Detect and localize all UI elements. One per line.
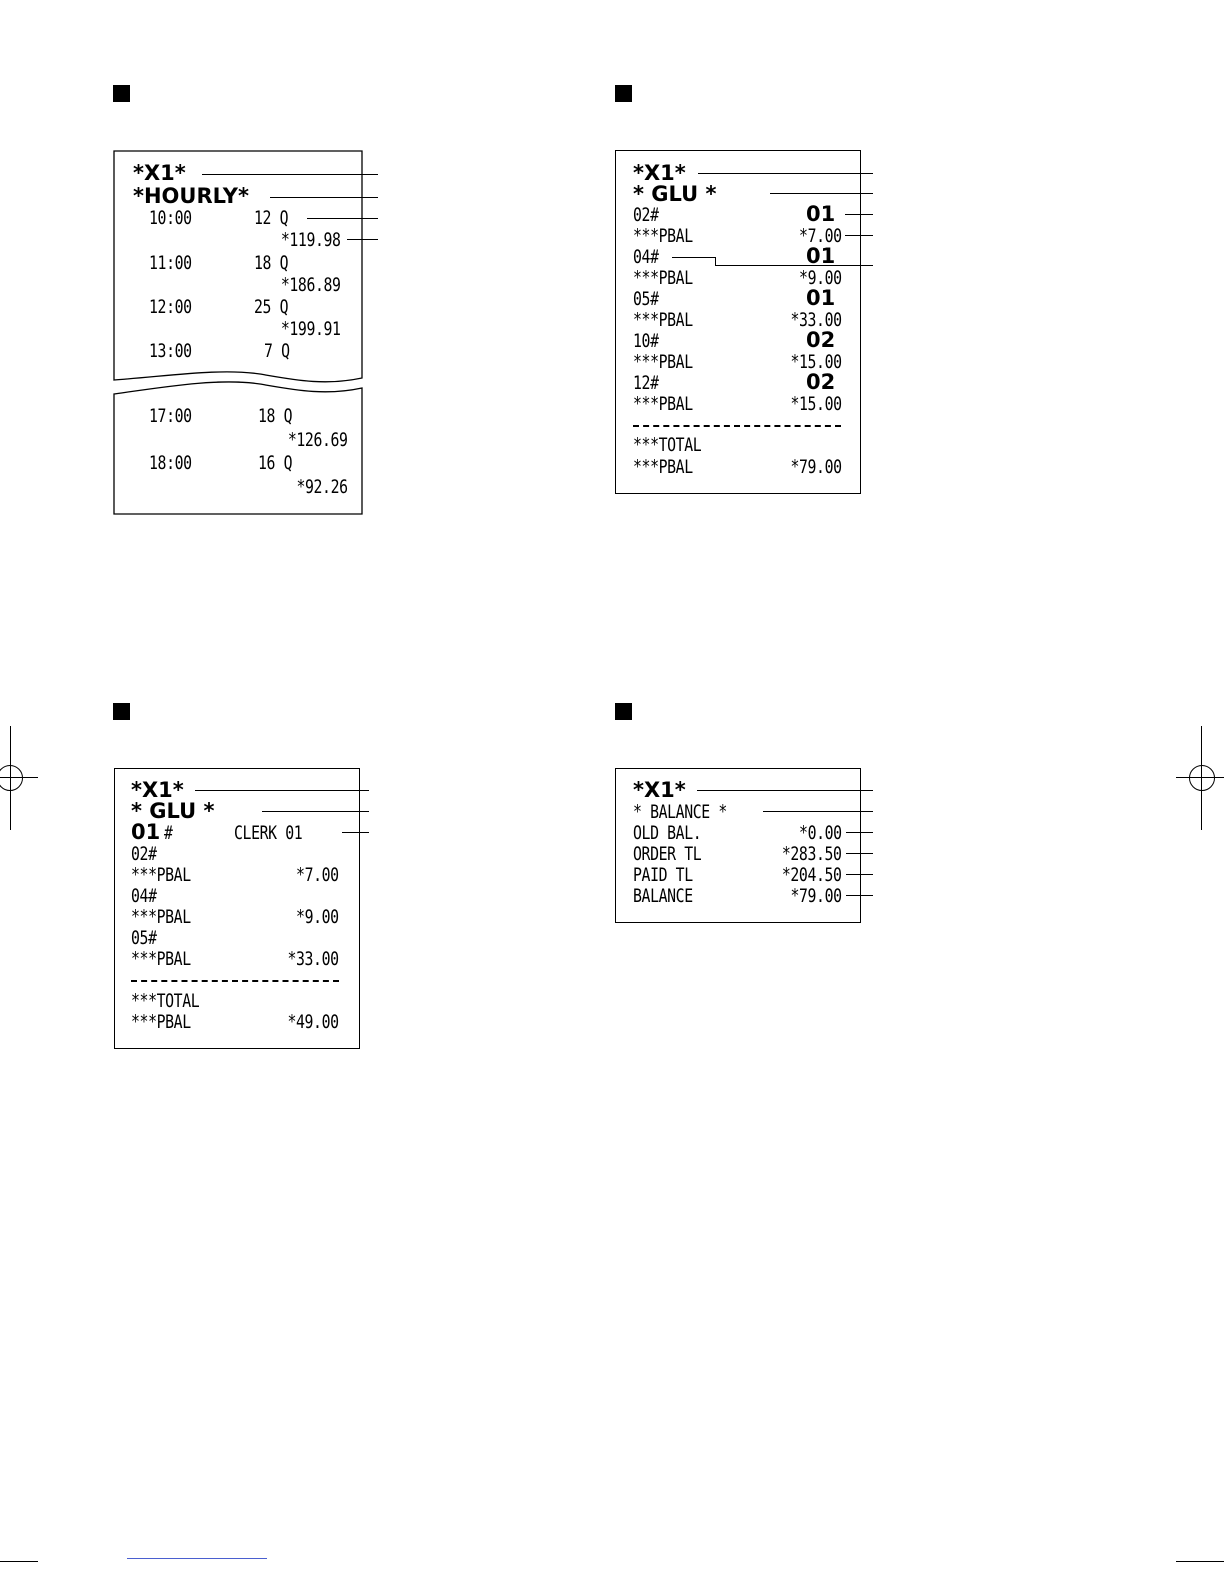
glu-all-guest: 10# <box>633 330 659 352</box>
glu-all-amount: *15.00 <box>790 351 842 373</box>
hourly-count: 7 Q <box>264 340 290 362</box>
callout-line <box>195 790 369 791</box>
glu-all-label: ***PBAL <box>633 267 693 289</box>
glu-all-clerk: 01 <box>806 202 836 226</box>
glu-clerk-total-pbal-label: ***PBAL <box>131 1011 191 1033</box>
glu-clerk-amount: *7.00 <box>296 864 339 886</box>
section-marker-glu-clerk <box>113 703 130 720</box>
hourly-title: *X1* <box>133 161 186 185</box>
glu-all-label: ***PBAL <box>633 309 693 331</box>
callout-line <box>262 811 369 812</box>
glu-clerk-guest: 05# <box>131 927 157 949</box>
hourly-time: 18:00 <box>149 452 192 474</box>
callout-line <box>307 218 378 219</box>
glu-all-total-pbal-label: ***PBAL <box>633 456 693 478</box>
hourly-time: 11:00 <box>149 252 192 274</box>
glu-clerk-title: *X1* <box>131 778 184 802</box>
section-marker-balance <box>615 703 632 720</box>
glu-clerk-hash: # <box>164 822 173 844</box>
balance-amount: *283.50 <box>782 843 842 865</box>
glu-clerk-amount: *33.00 <box>287 948 339 970</box>
glu-all-amount: *7.00 <box>799 225 842 247</box>
hourly-subtitle: *HOURLY* <box>133 184 249 208</box>
glu-all-label: ***PBAL <box>633 225 693 247</box>
balance-label: PAID TL <box>633 864 693 886</box>
glu-clerk-amount: *9.00 <box>296 906 339 928</box>
glu-all-divider <box>633 425 841 427</box>
callout-line <box>763 811 873 812</box>
glu-all-amount: *9.00 <box>799 267 842 289</box>
callout-line <box>697 790 873 791</box>
balance-amount: *204.50 <box>782 864 842 886</box>
hourly-amount: *119.98 <box>281 229 341 251</box>
hourly-time: 12:00 <box>149 296 192 318</box>
callout-line <box>846 832 873 833</box>
glu-all-label: ***PBAL <box>633 393 693 415</box>
hourly-time: 13:00 <box>149 340 192 362</box>
balance-label: ORDER TL <box>633 843 702 865</box>
callout-line <box>715 265 873 266</box>
callout-line <box>845 235 873 236</box>
glu-clerk-label: ***PBAL <box>131 864 191 886</box>
crop-mark-bottom-right <box>1176 1561 1224 1562</box>
glu-clerk-guest: 02# <box>131 843 157 865</box>
callout-line <box>202 174 378 175</box>
callout-line <box>270 197 378 198</box>
section-marker-glu-all <box>615 85 632 102</box>
glu-clerk-total-label: ***TOTAL <box>131 990 200 1012</box>
glu-clerk-divider <box>131 980 339 982</box>
hourly-amount: *126.69 <box>288 429 348 451</box>
hourly-time: 17:00 <box>149 405 192 427</box>
glu-all-guest: 04# <box>633 246 659 268</box>
glu-clerk-name: CLERK 01 <box>234 822 303 844</box>
balance-label: OLD BAL. <box>633 822 702 844</box>
glu-all-guest: 02# <box>633 204 659 226</box>
glu-all-guest: 12# <box>633 372 659 394</box>
callout-line <box>770 193 873 194</box>
callout-line <box>347 239 378 240</box>
glu-all-clerk: 02 <box>806 328 836 352</box>
crop-mark-bottom-left <box>0 1561 38 1562</box>
hourly-count: 18 Q <box>254 252 289 274</box>
section-marker-hourly <box>113 85 130 102</box>
balance-amount: *79.00 <box>790 885 842 907</box>
glu-all-clerk: 01 <box>806 244 836 268</box>
balance-title: *X1* <box>633 778 686 802</box>
glu-all-amount: *15.00 <box>790 393 842 415</box>
callout-line <box>672 257 716 258</box>
glu-all-label: ***PBAL <box>633 351 693 373</box>
callout-line <box>342 832 369 833</box>
glu-all-subtitle: * GLU * <box>633 182 717 206</box>
hourly-count: 18 Q <box>258 405 293 427</box>
hourly-count: 16 Q <box>258 452 293 474</box>
hourly-count: 12 Q <box>254 207 289 229</box>
registration-mark-right <box>1189 765 1215 791</box>
glu-clerk-label: ***PBAL <box>131 948 191 970</box>
glu-all-title: *X1* <box>633 161 686 185</box>
glu-all-amount: *33.00 <box>790 309 842 331</box>
registration-mark-left <box>0 765 23 791</box>
glu-clerk-guest: 04# <box>131 885 157 907</box>
hourly-amount: *186.89 <box>281 274 341 296</box>
callout-line <box>715 257 716 265</box>
hourly-count: 25 Q <box>254 296 289 318</box>
glu-clerk-total-amount: *49.00 <box>287 1011 339 1033</box>
hourly-amount: *92.26 <box>296 476 348 498</box>
glu-all-total-amount: *79.00 <box>790 456 842 478</box>
glu-all-total-label: ***TOTAL <box>633 434 702 456</box>
hourly-amount: *199.91 <box>281 318 341 340</box>
callout-line <box>698 173 873 174</box>
glu-clerk-code: 01 <box>131 820 161 844</box>
balance-label: BALANCE <box>633 885 693 907</box>
callout-line <box>845 214 873 215</box>
glu-all-clerk: 02 <box>806 370 836 394</box>
footer-rule <box>127 1558 267 1559</box>
callout-line <box>846 874 873 875</box>
glu-clerk-label: ***PBAL <box>131 906 191 928</box>
balance-subtitle: * BALANCE * <box>633 801 727 823</box>
glu-all-guest: 05# <box>633 288 659 310</box>
hourly-time: 10:00 <box>149 207 192 229</box>
glu-clerk-subtitle: * GLU * <box>131 799 215 823</box>
callout-line <box>846 895 873 896</box>
glu-all-clerk: 01 <box>806 286 836 310</box>
callout-line <box>846 853 873 854</box>
balance-amount: *0.00 <box>799 822 842 844</box>
